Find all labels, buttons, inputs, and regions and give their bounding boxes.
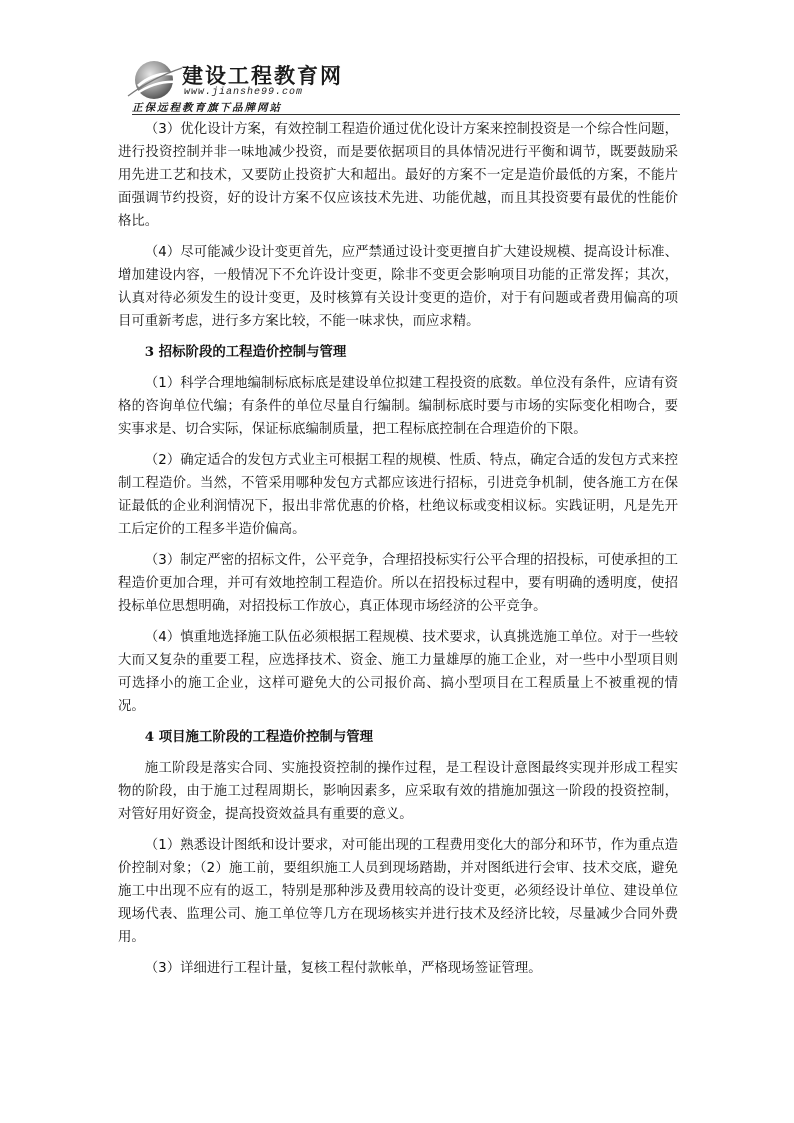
paragraph: （3）优化设计方案，有效控制工程造价通过优化设计方案来控制投资是一个综合性问题，进行投资控制并非一味地减少投资，而是要依据项目的具体情况进行平衡和调节，既要鼓励采用先进工艺和技术，又要防止投资扩大和超出。最好的方案不一定是造价最低的方案，不能片面强调节约投资，好的设计方案不仅应该技术先进、功能优越，而且其投资要有最优的性能价格比。	[118, 122, 678, 229]
paragraph: （1）熟悉设计图纸和设计要求，对可能出现的工程费用变化大的部分和环节，作为重点造价控制对象；（2）施工前，要组织施工人员到现场踏勘，并对图纸进行会审、技术交底，避免施工中出现不应有的返工，特别是那种涉及费用较高的设计变更，必须经设计单位、建设单位现场代表、监理公司、施工单位等几方在现场核实并进行技术及经济比较，尽量减少合同外费用。	[118, 838, 678, 945]
article-body	[118, 118, 678, 988]
site-header	[118, 50, 678, 116]
paragraph: 施工阶段是落实合同、实施投资控制的操作过程，是工程设计意图最终实现并形成工程实物的阶段，由于施工过程周期长，影响因素多，应采取有效的措施加强这一阶段的投资控制，对管好用好资金，提高投资效益具有重要的意义。	[118, 761, 678, 822]
logo-title: 建设工程教育网	[182, 63, 343, 88]
section-heading: 4 项目施工阶段的工程造价控制与管理	[144, 729, 374, 745]
header-divider	[132, 114, 680, 115]
paragraph: （4）慎重地选择施工队伍必须根据工程规模、技术要求，认真挑选施工单位。对于一些较大而又复杂的重要工程，应选择技术、资金、施工力量雄厚的施工企业，对一些中小型项目则可选择小的施工企业，这样可避免大的公司报价高、搞小型项目在工程质量上不被重视的情况。	[118, 630, 678, 714]
paragraph: （2）确定适合的发包方式业主可根据工程的规模、性质、特点，确定合适的发包方式来控制工程造价。当然，不管采用哪种发包方式都应该进行招标，引进竞争机制，使各施工方在保证最低的企业利润情况下，报出非常优惠的价格，杜绝议标或变相议标。实践证明，凡是先开工后定价的工程多半造价偏高。	[118, 453, 678, 537]
paragraph: （3）制定严密的招标文件，公平竞争，合理招投标实行公平合理的招投标，可使承担的工程造价更加合理，并可有效地控制工程造价。所以在招投标过程中，要有明确的透明度，使招投标单位思想明确，对招投标工作放心，真正体现市场经济的公平竞争。	[118, 553, 678, 614]
paragraph: （1）科学合理地编制标底标底是建设单位拟建工程投资的底数。单位没有条件，应请有资格的咨询单位代编；有条件的单位尽量自行编制。编制标底时要与市场的实际变化相吻合，要实事求是、切合实际，保证标底编制质量，把工程标底控制在合理造价的下限。	[118, 376, 678, 437]
logo-slogan: 正保远程教育旗下品牌网站	[132, 102, 282, 114]
paragraph: （3）详细进行工程计量，复核工程付款帐单，严格现场签证管理。	[144, 961, 542, 976]
section-heading: 3 招标阶段的工程造价控制与管理	[144, 344, 347, 360]
paragraph: （4）尽可能减少设计变更首先，应严禁通过设计变更擅自扩大建设规模、提高设计标准、增加建设内容，一般情况下不允许设计变更，除非不变更会影响项目功能的正常发挥；其次，认真对待必须发生的设计变更，及时核算有关设计变更的造价，对于有问题或者费用偏高的项目可重新考虑，进行多方案比较，不能一味求快，而应求精。	[118, 245, 678, 329]
logo-url: www.jianshe99.com	[184, 87, 304, 98]
